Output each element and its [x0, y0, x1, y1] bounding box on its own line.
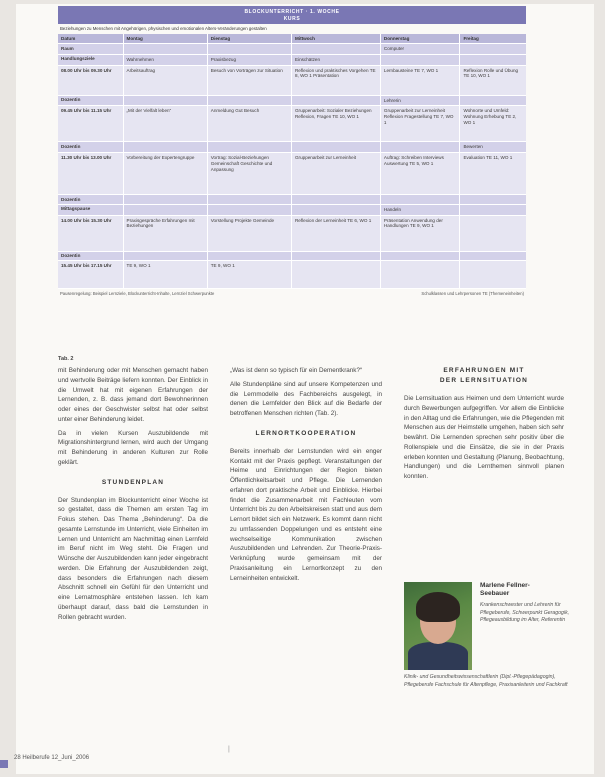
table-cell	[381, 252, 461, 261]
table-cell	[208, 195, 292, 204]
page	[16, 4, 594, 774]
table-footnote	[58, 289, 526, 298]
col-header: Dienstag	[208, 34, 292, 44]
table-cell	[208, 142, 292, 152]
table-cell: Reflexion der Lerneinheit TE 6, WO 1	[292, 216, 381, 251]
row-label: Dozentin	[58, 195, 124, 204]
author-photo	[404, 582, 472, 670]
col-header: Datum	[58, 34, 124, 44]
table-title	[58, 6, 526, 24]
table-cell	[460, 55, 526, 65]
table-cell: Evaluation TE 11, WO 1	[463, 155, 513, 161]
paragraph: Die Lernsituation aus Heimen und dem Unterricht wurde durch Bewerbungen aufgegriffen. Vor allem die Einblicke in den Alltag und die Erfahrungen, wie die Pflegenden mit Menschen aus der Heimstelle umgehen, haben sich sehr bewährt. Die Lernenden sprechen sehr positiv über die Rollenspiele und die Einsätze, die sie in der Praxis erleben konnten und Gestaltung (Planung, Beobachtung, Handlungen) und die Lernthemen sinnvoll planen konnten.	[404, 395, 564, 481]
table-cell: Besuch von Vorträgen zur Situation	[208, 66, 292, 95]
text-column-2	[230, 366, 382, 587]
table-cell: TE 9, WO 1	[208, 261, 292, 288]
table-title-line2: KURS	[283, 15, 301, 22]
row-label: Mittagspause	[58, 205, 124, 215]
photo-shoulders	[408, 642, 468, 670]
table-cell: Einschätzen	[292, 55, 381, 65]
table-cell: Praxisgespräche Erfahrungen mit Beziehungen	[124, 216, 208, 251]
table-cell	[124, 252, 208, 261]
table-cell	[292, 252, 381, 261]
table-cell: Reflexion und praktisches Vorgehen TE 8, WO 1 Präsentation	[292, 66, 381, 95]
table-cell: Handeln	[381, 205, 461, 215]
col-header: Donnerstag	[381, 34, 461, 44]
schedule-table	[58, 6, 526, 299]
folio-bar	[0, 760, 8, 768]
time-cell: 11.30 Uhr bis 13.00 Uhr	[58, 153, 124, 194]
row-label: Handlungsziele	[58, 55, 124, 65]
table-cell: Lernbausteine TE 7, WO 1	[381, 66, 461, 95]
table-cell	[124, 96, 208, 106]
table-cell: Reflexion Rolle und Übung TE 10, WO 1	[463, 67, 519, 79]
table-cell	[460, 195, 526, 204]
table-cell: Bewerten	[463, 144, 483, 150]
table-cell	[208, 252, 292, 261]
scan-mark: |	[228, 746, 230, 753]
row-label: Raum	[58, 44, 124, 54]
table-note-left: Pausenregelung: Beispiel Lernziele, Blockunterricht-Inhalte, Lernziel Schwerpunkte	[60, 291, 215, 297]
table-subtitle: Beziehungen zu Menschen mit Angehörigen, physischen und emotionalen Alters-Veränderungen gestalten	[60, 26, 267, 31]
row-label: Dozentin	[58, 252, 124, 261]
table-cell: Lehrerin	[381, 96, 461, 106]
table-cell	[381, 142, 461, 152]
table-cell: Vorbereitung der Expertengruppe	[124, 153, 208, 194]
section-heading: STUNDENPLAN	[101, 478, 165, 486]
table-cell	[381, 261, 461, 288]
table-cell: Auftrag: Schreiben Interviews Auswertung TE 5, WO 1	[381, 153, 461, 194]
page-footer: 28 Heilberufe 12_Juni_2006	[14, 755, 90, 761]
heading-line: DER LERNSITUATION	[439, 377, 529, 385]
table-cell	[292, 195, 381, 204]
col-header: Freitag	[463, 35, 479, 41]
table-cell: Vorstellung Projekte Gemeinde	[208, 216, 292, 251]
time-cell: 09.45 Uhr bis 11.15 Uhr	[58, 106, 124, 141]
table-cell	[124, 205, 208, 215]
table-cell	[208, 205, 292, 215]
paragraph: Der Stundenplan im Blockunterricht einer Woche ist so gestaltet, dass die Themen am ersten Tag im Fokus stehen. Das Thema „Behinderung“. Da die gesamte Lernstunde im Unterricht, viele Einheiten im Lernen und Unterricht am Nachmittag einen Lernfeld im Beruf nicht im Weg steht. Die Fragen und Wünsche der Auszubildenden kann jeder eingebracht werden. Die Erfahrung der Auszubildenden zeigt, dass besonders die Erfahrungen nach diesem Abschnitt schnell ein Gefühl für den Unterricht und eine Lernatmosphäre entstehen lassen. Ich kam überhaupt darauf, dass bald die Lernstunden in Rollen gebracht wurden.	[58, 496, 208, 621]
table-cell: Präsentation Anwendung der Handlungen TE 9, WO 1	[381, 216, 461, 251]
table-cell: Arbeitsauftrag	[124, 66, 208, 95]
col-header: Mittwoch	[292, 34, 381, 44]
table-cell	[292, 205, 381, 215]
table-cell	[460, 96, 526, 106]
table-cell	[460, 252, 526, 261]
table-row	[58, 205, 526, 216]
time-cell: 08.00 Uhr bis 09.30 Uhr	[58, 66, 124, 95]
time-cell: 14.00 Uhr bis 15.30 Uhr	[58, 216, 124, 251]
table-row	[58, 142, 526, 153]
photo-hair	[416, 592, 460, 622]
paragraph: Bereits innerhalb der Lernstunden wird ein enger Kontakt mit der Praxis gepflegt. Veranstaltungen der Heime und Einrichtungen der Region bieten Öffentlichkeitsarbeit und Pflege. Die Lernenden erfahren dort praktische Arbeit und Einblicke. Hierbei findet die Zusammenarbeit mit Fachleuten vom Unterricht bis zu den Arbeitskreisen statt und aus dem Lernort bildet sich ein Netzwerk. Es kommt dann nicht zu umfassenden Doppelungen und es entsteht eine wechselseitige Kommunikation zwischen Auszubildenden und Lehrenden. Zur Theorie-Praxis-Verknüpfung wurde gemeinsam mit der Praxisanleitung ein Lernortkonzept zu den Lerneinheiten entwickelt.	[230, 447, 382, 582]
paragraph: Alle Stundenpläne sind auf unsere Kompetenzen und die Lernmodelle des Fachbereichs ausgelegt, in denen die Lernfelder den Blick auf die Bedarfe der betroffenen Menschen richten (Tab. 2).	[230, 380, 382, 417]
table-cell	[292, 261, 381, 288]
row-label: Dozentin	[58, 96, 124, 106]
row-label: Dozentin	[58, 142, 124, 152]
table-cell	[208, 44, 292, 54]
time-cell: 15.45 Uhr bis 17.15 Uhr	[58, 261, 124, 288]
table-row	[58, 106, 526, 142]
table-cell	[381, 195, 461, 204]
table-row	[58, 252, 526, 262]
section-heading: LERNORTKOOPERATION	[255, 429, 357, 437]
text-column-3	[404, 366, 564, 486]
table-row	[58, 195, 526, 205]
paragraph: Da in vielen Kursen Auszubildende mit Migrationshintergrund lernen, wird auch der Umgang mit Behinderung in anderen Kulturen zur Rolle geklärt.	[58, 429, 208, 466]
author-name-line: Marlene Fellner-	[480, 582, 530, 589]
table-cell: Gruppenarbeit zur Lerneinheit Reflexion Fragestellung TE 7, WO 1	[381, 106, 461, 141]
table-row	[58, 216, 526, 252]
table-cell	[124, 142, 208, 152]
table-row	[58, 96, 526, 107]
paragraph: „Was ist denn so typisch für ein Dementkrank?“	[230, 367, 363, 374]
author-bio-continued: Klinik- und Gesundheitswissenschaftlerin (Dipl.-Pflegepädagogin), Pflegeberufe Fachschule für Altenpflege, Praxisanleiterin und Fachkraft	[404, 674, 568, 688]
table-row	[58, 261, 526, 289]
paragraph: mit Behinderung oder mit Menschen gemacht haben und wertvolle Beiträge liefern konnten. Der Einblick in die Umwelt hat mit eigenen Erfahrungen der Lernenden, z. B. dass jemand dort Bewohnerinnen oder eines der Geschwister selbst hat oder selbst unter einer Behinderung leidet.	[58, 367, 208, 423]
table-cell: Wahrnehmen	[124, 55, 208, 65]
table-cell	[460, 216, 526, 251]
table-cell: Anmeldung Gut Besuch	[208, 106, 292, 141]
table-title-line1: BLOCKUNTERRICHT · 1. WOCHE	[244, 9, 340, 15]
table-cell: Computer	[381, 44, 461, 54]
table-cell	[460, 261, 526, 288]
table-cell: Gruppenarbeit: Sozialer Beziehungen Reflexion, Fragen TE 10, WO 1	[292, 106, 381, 141]
table-cell: TE 9, WO 1	[124, 261, 208, 288]
table-caption: Tab. 2	[58, 356, 74, 362]
table-row	[58, 44, 526, 55]
col-header: Montag	[124, 34, 208, 44]
table-cell: „Mit der Vielfalt leben“	[124, 106, 208, 141]
table-row	[58, 55, 526, 66]
table-cell: Gruppenarbeit zur Lerneinheit	[292, 153, 381, 194]
text-column-1	[58, 366, 208, 626]
heading-line: ERFAHRUNGEN MIT	[443, 367, 525, 374]
table-note-right: Schulklassen und Lehrpersonen TE (Themeneinheiten)	[421, 291, 524, 297]
author-bio: Krankenschwester und Lehrerin für Pflegeberufe, Schwerpunkt Geragogik, Pflegeausbildung im Alter, Referentin	[480, 602, 570, 624]
table-cell	[208, 96, 292, 106]
author-name-line: Seebauer	[480, 590, 510, 598]
table-row	[58, 153, 526, 195]
table-cell	[460, 44, 526, 54]
table-cell	[124, 44, 208, 54]
table-cell	[292, 44, 381, 54]
table-cell	[381, 55, 461, 65]
table-header-row	[58, 34, 526, 45]
table-cell	[292, 96, 381, 106]
section-heading	[404, 366, 564, 386]
table-row	[58, 66, 526, 96]
table-cell	[292, 142, 381, 152]
author-name	[480, 582, 530, 599]
table-cell: Wohnorte und Umfeld: Wohnung Erhebung TE 2, WO 1	[463, 108, 517, 125]
table-cell: Vortrag: Sozial-Beziehungen Gemeinschaft Geschichte und Anpassung	[208, 153, 292, 194]
table-cell	[124, 195, 208, 204]
table-cell	[460, 205, 526, 215]
table-cell: Praxisbezug	[208, 55, 292, 65]
